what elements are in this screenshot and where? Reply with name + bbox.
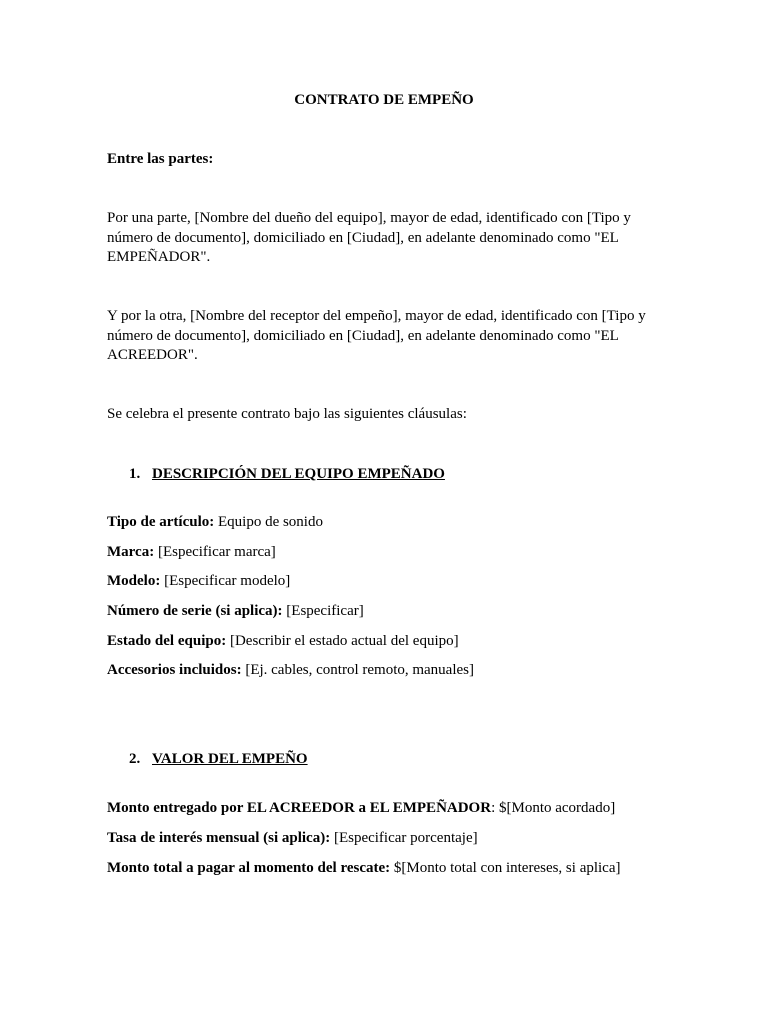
field-tasa-interes bbox=[107, 829, 478, 849]
field-monto-entregado bbox=[107, 799, 615, 819]
field-value: [Ej. cables, control remoto, manuales] bbox=[241, 662, 474, 678]
section-1-heading bbox=[129, 465, 445, 485]
field-tipo-articulo bbox=[107, 513, 323, 533]
party-two-paragraph: Y por la otra, [Nombre del receptor del empeño], mayor de edad, identificado con [Tipo y número de documento], domiciliado en [Ciudad], en adelante denominado como "EL ACREEDOR". bbox=[107, 308, 646, 363]
field-marca bbox=[107, 543, 276, 563]
field-accesorios bbox=[107, 661, 474, 681]
field-value: $[Monto total con intereses, si aplica] bbox=[390, 860, 621, 876]
field-value: Equipo de sonido bbox=[214, 514, 323, 530]
section-2-heading bbox=[129, 750, 308, 770]
document-title: CONTRATO DE EMPEÑO bbox=[294, 92, 474, 108]
field-label: Número de serie (si aplica): bbox=[107, 603, 283, 619]
field-modelo bbox=[107, 572, 290, 592]
section-1-title: DESCRIPCIÓN DEL EQUIPO EMPEÑADO bbox=[152, 466, 445, 482]
field-label: Marca: bbox=[107, 544, 155, 560]
field-value: [Describir el estado actual del equipo] bbox=[226, 633, 459, 649]
field-label: Estado del equipo: bbox=[107, 633, 227, 649]
field-estado-equipo bbox=[107, 632, 459, 652]
field-value: [Especificar] bbox=[282, 603, 364, 619]
field-label: Monto entregado por EL ACREEDOR a EL EMPEÑADOR bbox=[107, 800, 492, 816]
field-value: [Especificar modelo] bbox=[160, 573, 291, 589]
field-label: Tasa de interés mensual (si aplica): bbox=[107, 830, 331, 846]
party-one-paragraph: Por una parte, [Nombre del dueño del equipo], mayor de edad, identificado con [Tipo y número de documento], domiciliado en [Ciudad], en adelante denominado como "EL EMPEÑADOR". bbox=[107, 210, 631, 265]
section-2-number: 2. bbox=[129, 751, 141, 767]
parties-heading: Entre las partes: bbox=[107, 151, 214, 167]
section-1-number: 1. bbox=[129, 466, 141, 482]
section-2-title: VALOR DEL EMPEÑO bbox=[152, 751, 308, 767]
field-value: : $[Monto acordado] bbox=[491, 800, 616, 816]
intro-paragraph: Se celebra el presente contrato bajo las siguientes cláusulas: bbox=[107, 406, 467, 422]
field-label: Modelo: bbox=[107, 573, 161, 589]
field-monto-total bbox=[107, 859, 621, 879]
field-value: [Especificar marca] bbox=[154, 544, 276, 560]
field-label: Monto total a pagar al momento del rescate: bbox=[107, 860, 391, 876]
field-label: Tipo de artículo: bbox=[107, 514, 215, 530]
field-value: [Especificar porcentaje] bbox=[330, 830, 478, 846]
field-label: Accesorios incluidos: bbox=[107, 662, 242, 678]
field-numero-serie bbox=[107, 602, 364, 622]
